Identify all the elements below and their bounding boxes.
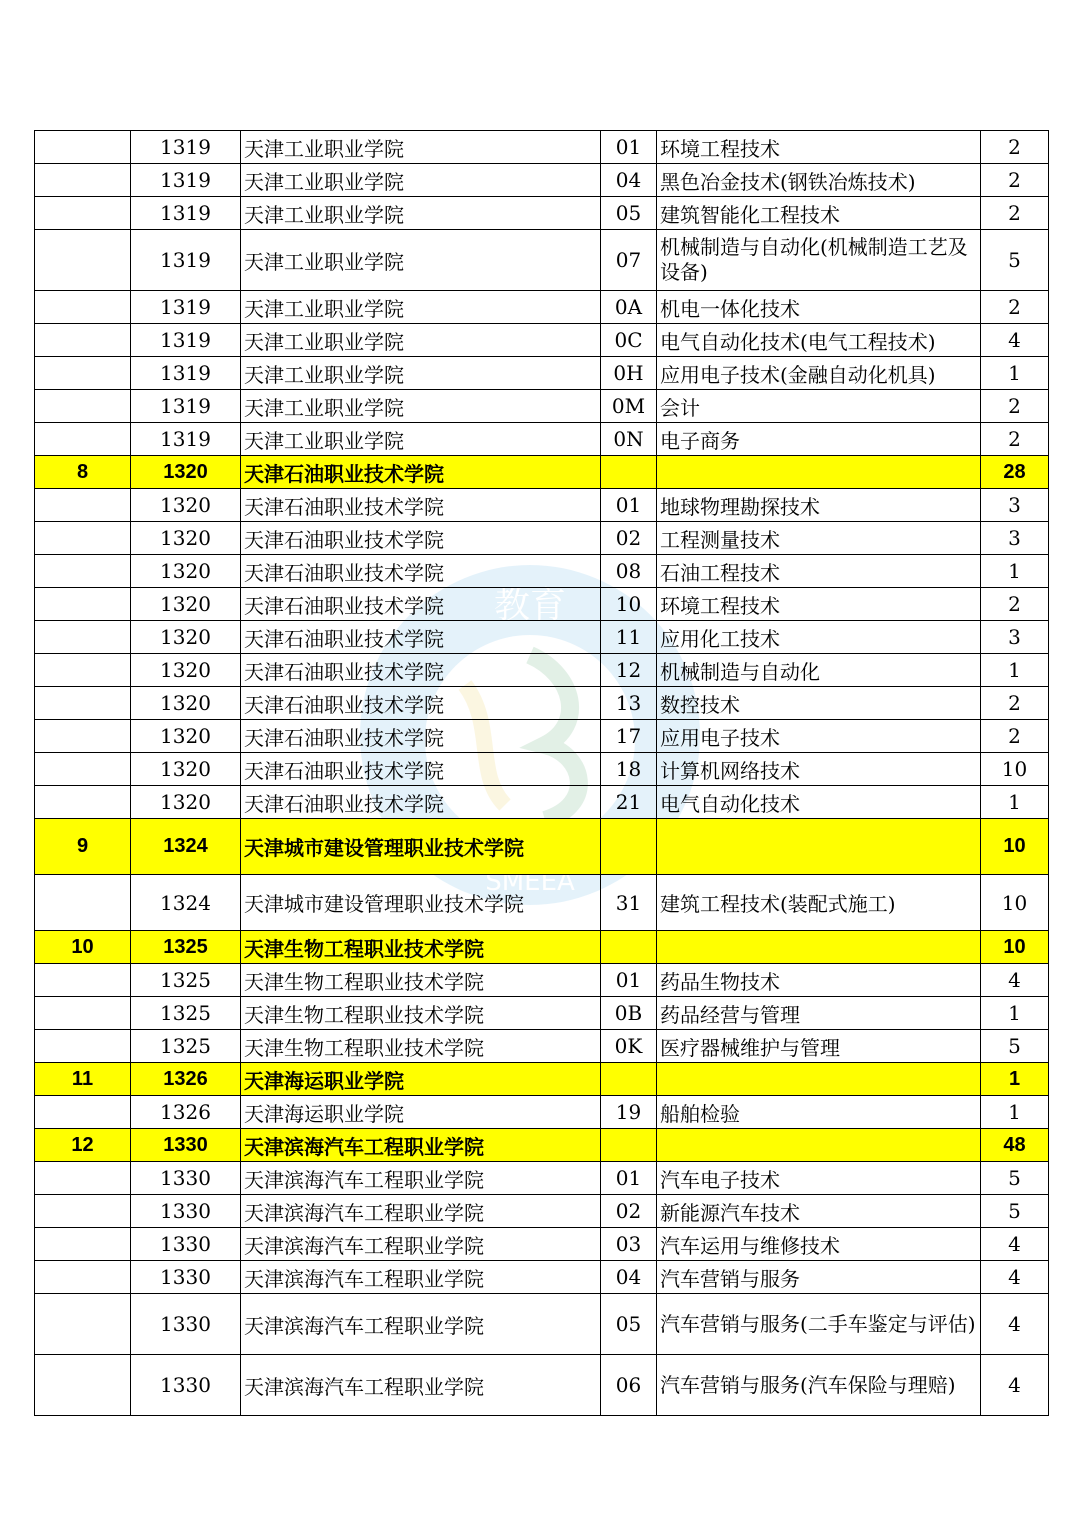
cell-school-code: 1320 — [131, 489, 241, 522]
cell-seq-no: 10 — [35, 931, 131, 964]
cell-school-code: 1330 — [131, 1294, 241, 1355]
cell-school-name: 天津滨海汽车工程职业学院 — [241, 1294, 601, 1355]
major-row — [35, 1195, 1049, 1228]
cell-seq-no — [35, 230, 131, 291]
cell-school-code: 1320 — [131, 555, 241, 588]
cell-major-name — [657, 819, 981, 875]
cell-plan-count: 4 — [981, 1228, 1049, 1261]
cell-major-code: 31 — [601, 875, 657, 931]
major-row — [35, 1030, 1049, 1063]
cell-school-code: 1320 — [131, 753, 241, 786]
cell-major-code: 0A — [601, 291, 657, 324]
cell-major-name: 医疗器械维护与管理 — [657, 1030, 981, 1063]
cell-major-code: 11 — [601, 621, 657, 654]
major-row — [35, 555, 1049, 588]
cell-major-name: 应用电子技术(金融自动化机具) — [657, 357, 981, 390]
cell-seq-no — [35, 654, 131, 687]
cell-school-code: 1319 — [131, 230, 241, 291]
cell-major-code: 08 — [601, 555, 657, 588]
cell-school-name: 天津生物工程职业技术学院 — [241, 964, 601, 997]
major-row — [35, 964, 1049, 997]
cell-major-code: 01 — [601, 1162, 657, 1195]
cell-seq-no — [35, 291, 131, 324]
cell-major-code — [601, 931, 657, 964]
cell-school-name: 天津生物工程职业技术学院 — [241, 931, 601, 964]
major-row — [35, 164, 1049, 197]
school-summary-row — [35, 931, 1049, 964]
major-row — [35, 1294, 1049, 1355]
cell-major-name: 黑色冶金技术(钢铁冶炼技术) — [657, 164, 981, 197]
cell-major-name: 汽车运用与维修技术 — [657, 1228, 981, 1261]
cell-school-code: 1320 — [131, 687, 241, 720]
cell-school-code: 1319 — [131, 164, 241, 197]
cell-school-code: 1320 — [131, 588, 241, 621]
cell-seq-no: 8 — [35, 456, 131, 489]
cell-seq-no: 12 — [35, 1129, 131, 1162]
cell-seq-no — [35, 324, 131, 357]
major-row — [35, 197, 1049, 230]
cell-school-code: 1320 — [131, 654, 241, 687]
cell-seq-no — [35, 1355, 131, 1416]
cell-major-name: 环境工程技术 — [657, 131, 981, 164]
cell-school-name: 天津工业职业学院 — [241, 324, 601, 357]
cell-school-code: 1330 — [131, 1129, 241, 1162]
cell-school-name: 天津石油职业技术学院 — [241, 489, 601, 522]
cell-seq-no — [35, 1030, 131, 1063]
cell-plan-count: 1 — [981, 1096, 1049, 1129]
cell-school-code: 1326 — [131, 1063, 241, 1096]
cell-school-code: 1330 — [131, 1228, 241, 1261]
cell-school-name: 天津工业职业学院 — [241, 164, 601, 197]
cell-school-code: 1319 — [131, 291, 241, 324]
cell-plan-count: 2 — [981, 720, 1049, 753]
major-row — [35, 753, 1049, 786]
cell-school-name: 天津石油职业技术学院 — [241, 456, 601, 489]
cell-seq-no: 9 — [35, 819, 131, 875]
cell-plan-count: 10 — [981, 875, 1049, 931]
cell-major-code: 21 — [601, 786, 657, 819]
cell-major-code: 12 — [601, 654, 657, 687]
cell-plan-count: 2 — [981, 164, 1049, 197]
enrollment-table — [34, 130, 1049, 1416]
cell-plan-count: 1 — [981, 1063, 1049, 1096]
cell-school-name: 天津石油职业技术学院 — [241, 753, 601, 786]
cell-plan-count: 2 — [981, 390, 1049, 423]
major-row — [35, 131, 1049, 164]
cell-major-name: 机械制造与自动化 — [657, 654, 981, 687]
cell-seq-no — [35, 1294, 131, 1355]
cell-major-code: 06 — [601, 1355, 657, 1416]
cell-school-name: 天津城市建设管理职业技术学院 — [241, 819, 601, 875]
cell-school-name: 天津滨海汽车工程职业学院 — [241, 1195, 601, 1228]
cell-major-code: 05 — [601, 1294, 657, 1355]
major-row — [35, 1355, 1049, 1416]
cell-school-name: 天津工业职业学院 — [241, 390, 601, 423]
cell-plan-count: 10 — [981, 819, 1049, 875]
cell-plan-count: 2 — [981, 423, 1049, 456]
cell-major-code: 04 — [601, 1261, 657, 1294]
cell-school-name: 天津生物工程职业技术学院 — [241, 997, 601, 1030]
cell-plan-count: 1 — [981, 654, 1049, 687]
cell-plan-count: 4 — [981, 1261, 1049, 1294]
cell-seq-no — [35, 423, 131, 456]
cell-school-name: 天津海运职业学院 — [241, 1063, 601, 1096]
cell-major-name — [657, 931, 981, 964]
cell-major-name: 汽车营销与服务(二手车鉴定与评估) — [657, 1294, 981, 1355]
cell-school-code: 1319 — [131, 131, 241, 164]
cell-plan-count: 5 — [981, 1195, 1049, 1228]
cell-seq-no — [35, 687, 131, 720]
major-row — [35, 230, 1049, 291]
cell-major-name: 计算机网络技术 — [657, 753, 981, 786]
cell-plan-count: 2 — [981, 131, 1049, 164]
cell-school-code: 1325 — [131, 964, 241, 997]
major-row — [35, 621, 1049, 654]
cell-seq-no — [35, 875, 131, 931]
major-row — [35, 522, 1049, 555]
cell-major-code: 04 — [601, 164, 657, 197]
cell-major-code: 0M — [601, 390, 657, 423]
cell-major-code: 01 — [601, 131, 657, 164]
cell-major-code — [601, 1129, 657, 1162]
major-row — [35, 786, 1049, 819]
cell-major-code: 01 — [601, 964, 657, 997]
cell-seq-no — [35, 131, 131, 164]
cell-school-name: 天津石油职业技术学院 — [241, 720, 601, 753]
cell-school-code: 1325 — [131, 931, 241, 964]
cell-major-name: 建筑工程技术(装配式施工) — [657, 875, 981, 931]
cell-major-name: 数控技术 — [657, 687, 981, 720]
cell-major-name: 地球物理勘探技术 — [657, 489, 981, 522]
cell-school-code: 1330 — [131, 1355, 241, 1416]
cell-seq-no — [35, 164, 131, 197]
cell-major-code: 02 — [601, 522, 657, 555]
cell-major-name: 工程测量技术 — [657, 522, 981, 555]
major-row — [35, 423, 1049, 456]
cell-plan-count: 2 — [981, 291, 1049, 324]
cell-school-name: 天津滨海汽车工程职业学院 — [241, 1129, 601, 1162]
cell-seq-no — [35, 786, 131, 819]
cell-plan-count: 10 — [981, 931, 1049, 964]
cell-school-name: 天津滨海汽车工程职业学院 — [241, 1162, 601, 1195]
major-row — [35, 324, 1049, 357]
cell-plan-count: 5 — [981, 1162, 1049, 1195]
cell-major-name: 汽车营销与服务 — [657, 1261, 981, 1294]
cell-school-name: 天津工业职业学院 — [241, 131, 601, 164]
cell-major-code: 19 — [601, 1096, 657, 1129]
school-summary-row — [35, 1129, 1049, 1162]
cell-school-name: 天津滨海汽车工程职业学院 — [241, 1261, 601, 1294]
cell-major-name — [657, 1129, 981, 1162]
cell-seq-no — [35, 555, 131, 588]
cell-school-name: 天津滨海汽车工程职业学院 — [241, 1228, 601, 1261]
major-row — [35, 1228, 1049, 1261]
cell-major-code: 18 — [601, 753, 657, 786]
cell-seq-no — [35, 1261, 131, 1294]
cell-plan-count: 1 — [981, 555, 1049, 588]
cell-school-name: 天津海运职业学院 — [241, 1096, 601, 1129]
cell-major-name: 药品经营与管理 — [657, 997, 981, 1030]
cell-seq-no — [35, 1096, 131, 1129]
cell-seq-no — [35, 997, 131, 1030]
cell-seq-no — [35, 1195, 131, 1228]
cell-seq-no: 11 — [35, 1063, 131, 1096]
cell-major-name: 船舶检验 — [657, 1096, 981, 1129]
cell-major-name: 电子商务 — [657, 423, 981, 456]
cell-major-name — [657, 1063, 981, 1096]
cell-school-name: 天津滨海汽车工程职业学院 — [241, 1355, 601, 1416]
cell-seq-no — [35, 522, 131, 555]
cell-plan-count: 2 — [981, 687, 1049, 720]
cell-major-code: 07 — [601, 230, 657, 291]
cell-major-code: 13 — [601, 687, 657, 720]
cell-school-code: 1320 — [131, 456, 241, 489]
cell-seq-no — [35, 357, 131, 390]
major-row — [35, 997, 1049, 1030]
cell-major-code: 0K — [601, 1030, 657, 1063]
cell-major-code — [601, 456, 657, 489]
cell-major-name: 建筑智能化工程技术 — [657, 197, 981, 230]
cell-plan-count: 4 — [981, 964, 1049, 997]
cell-school-code: 1330 — [131, 1162, 241, 1195]
cell-plan-count: 4 — [981, 324, 1049, 357]
cell-plan-count: 2 — [981, 588, 1049, 621]
cell-school-code: 1324 — [131, 875, 241, 931]
cell-plan-count: 48 — [981, 1129, 1049, 1162]
cell-major-code: 02 — [601, 1195, 657, 1228]
cell-school-code: 1330 — [131, 1195, 241, 1228]
cell-seq-no — [35, 753, 131, 786]
cell-school-code: 1319 — [131, 197, 241, 230]
cell-school-name: 天津工业职业学院 — [241, 197, 601, 230]
cell-plan-count: 3 — [981, 489, 1049, 522]
cell-school-name: 天津石油职业技术学院 — [241, 621, 601, 654]
cell-school-name: 天津工业职业学院 — [241, 291, 601, 324]
major-row — [35, 654, 1049, 687]
cell-major-code — [601, 1063, 657, 1096]
major-row — [35, 588, 1049, 621]
cell-major-name: 药品生物技术 — [657, 964, 981, 997]
cell-major-code: 0H — [601, 357, 657, 390]
cell-school-code: 1319 — [131, 357, 241, 390]
cell-major-name: 汽车电子技术 — [657, 1162, 981, 1195]
cell-seq-no — [35, 720, 131, 753]
cell-major-code: 05 — [601, 197, 657, 230]
watermark-text: 教育 — [493, 585, 567, 626]
cell-plan-count: 4 — [981, 1294, 1049, 1355]
cell-plan-count: 2 — [981, 197, 1049, 230]
cell-school-name: 天津石油职业技术学院 — [241, 522, 601, 555]
cell-seq-no — [35, 197, 131, 230]
cell-plan-count: 10 — [981, 753, 1049, 786]
cell-school-code: 1325 — [131, 997, 241, 1030]
watermark-subtext: SMEEA — [485, 867, 575, 897]
cell-school-code: 1320 — [131, 621, 241, 654]
major-row — [35, 1162, 1049, 1195]
cell-plan-count: 1 — [981, 786, 1049, 819]
cell-school-code: 1320 — [131, 522, 241, 555]
cell-school-code: 1324 — [131, 819, 241, 875]
cell-major-name: 汽车营销与服务(汽车保险与理赔) — [657, 1355, 981, 1416]
cell-plan-count: 5 — [981, 230, 1049, 291]
cell-school-code: 1320 — [131, 786, 241, 819]
major-row — [35, 1096, 1049, 1129]
cell-plan-count: 3 — [981, 522, 1049, 555]
cell-school-name: 天津城市建设管理职业技术学院 — [241, 875, 601, 931]
cell-school-name: 天津工业职业学院 — [241, 357, 601, 390]
cell-seq-no — [35, 964, 131, 997]
cell-major-name: 石油工程技术 — [657, 555, 981, 588]
major-row — [35, 390, 1049, 423]
school-summary-row — [35, 456, 1049, 489]
cell-plan-count: 4 — [981, 1355, 1049, 1416]
cell-major-name: 机械制造与自动化(机械制造工艺及设备) — [657, 230, 981, 291]
major-row — [35, 1261, 1049, 1294]
cell-school-code: 1325 — [131, 1030, 241, 1063]
cell-plan-count: 5 — [981, 1030, 1049, 1063]
school-summary-row — [35, 1063, 1049, 1096]
cell-major-code — [601, 819, 657, 875]
cell-school-name: 天津石油职业技术学院 — [241, 555, 601, 588]
cell-major-name — [657, 456, 981, 489]
cell-major-name: 电气自动化技术(电气工程技术) — [657, 324, 981, 357]
cell-major-code: 0B — [601, 997, 657, 1030]
cell-major-code: 0N — [601, 423, 657, 456]
major-row — [35, 489, 1049, 522]
cell-school-name: 天津工业职业学院 — [241, 230, 601, 291]
cell-plan-count: 1 — [981, 997, 1049, 1030]
cell-major-name: 环境工程技术 — [657, 588, 981, 621]
cell-school-code: 1319 — [131, 390, 241, 423]
cell-major-name: 电气自动化技术 — [657, 786, 981, 819]
cell-major-code: 10 — [601, 588, 657, 621]
cell-plan-count: 1 — [981, 357, 1049, 390]
cell-school-name: 天津石油职业技术学院 — [241, 588, 601, 621]
cell-major-name: 机电一体化技术 — [657, 291, 981, 324]
cell-seq-no — [35, 1228, 131, 1261]
cell-school-code: 1319 — [131, 423, 241, 456]
cell-major-code: 03 — [601, 1228, 657, 1261]
cell-school-code: 1330 — [131, 1261, 241, 1294]
cell-seq-no — [35, 390, 131, 423]
cell-school-code: 1319 — [131, 324, 241, 357]
cell-major-name: 会计 — [657, 390, 981, 423]
major-row — [35, 720, 1049, 753]
cell-school-name: 天津生物工程职业技术学院 — [241, 1030, 601, 1063]
cell-plan-count: 3 — [981, 621, 1049, 654]
major-row — [35, 357, 1049, 390]
cell-major-name: 应用电子技术 — [657, 720, 981, 753]
cell-seq-no — [35, 489, 131, 522]
school-summary-row — [35, 819, 1049, 875]
cell-school-name: 天津石油职业技术学院 — [241, 786, 601, 819]
cell-major-code: 17 — [601, 720, 657, 753]
cell-school-name: 天津工业职业学院 — [241, 423, 601, 456]
cell-school-name: 天津石油职业技术学院 — [241, 687, 601, 720]
cell-major-name: 应用化工技术 — [657, 621, 981, 654]
cell-plan-count: 28 — [981, 456, 1049, 489]
cell-school-code: 1326 — [131, 1096, 241, 1129]
cell-major-code: 01 — [601, 489, 657, 522]
major-row — [35, 291, 1049, 324]
cell-school-name: 天津石油职业技术学院 — [241, 654, 601, 687]
major-row — [35, 875, 1049, 931]
major-row — [35, 687, 1049, 720]
cell-seq-no — [35, 588, 131, 621]
cell-seq-no — [35, 1162, 131, 1195]
cell-major-code: 0C — [601, 324, 657, 357]
cell-school-code: 1320 — [131, 720, 241, 753]
cell-seq-no — [35, 621, 131, 654]
cell-major-name: 新能源汽车技术 — [657, 1195, 981, 1228]
